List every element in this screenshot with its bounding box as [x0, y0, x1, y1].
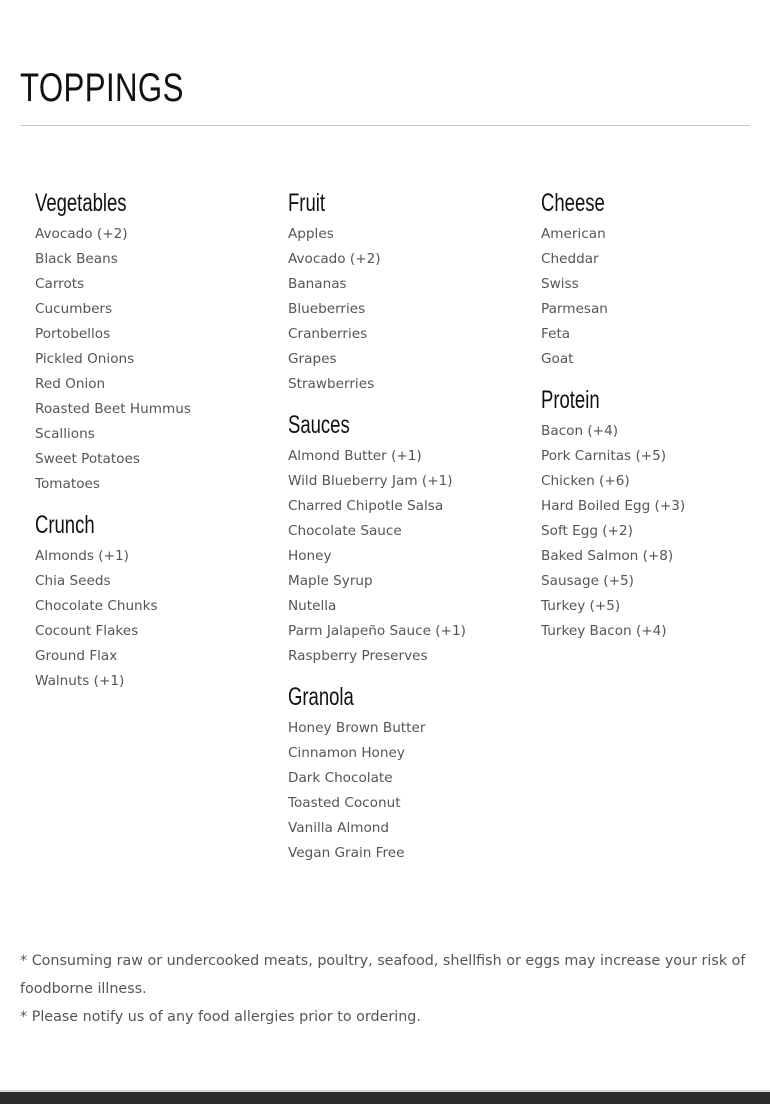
topping-item: Ground Flax: [35, 648, 118, 664]
topping-list: [288, 444, 528, 669]
topping-item: Pork Carnitas (+5): [541, 448, 667, 464]
section-cheese: [541, 186, 770, 372]
topping-item: Cranberries: [288, 326, 368, 342]
topping-item: American: [541, 226, 606, 242]
topping-item: Maple Syrup: [288, 573, 373, 589]
topping-item: Charred Chipotle Salsa: [288, 498, 444, 514]
topping-item: Walnuts (+1): [35, 673, 125, 689]
section-title: Sauces: [288, 411, 350, 439]
topping-item: Bananas: [288, 276, 347, 292]
topping-list: [288, 222, 528, 397]
topping-item: Raspberry Preserves: [288, 648, 428, 664]
section-fruit: [288, 186, 528, 397]
topping-item: Tomatoes: [35, 476, 100, 492]
topping-list: [541, 419, 770, 644]
topping-item: Almond Butter (+1): [288, 448, 422, 464]
topping-item: Nutella: [288, 598, 337, 614]
topping-item: Parm Jalapeño Sauce (+1): [288, 623, 466, 639]
topping-item: Chia Seeds: [35, 573, 111, 589]
topping-item: Goat: [541, 351, 574, 367]
topping-item: Cinnamon Honey: [288, 745, 405, 761]
topping-item: Cucumbers: [35, 301, 113, 317]
topping-item: Cocount Flakes: [35, 623, 139, 639]
topping-item: Vanilla Almond: [288, 820, 390, 836]
menu-column-1: [35, 186, 275, 705]
topping-item: Swiss: [541, 276, 579, 292]
topping-item: Scallions: [35, 426, 95, 442]
footer-bar: [0, 1090, 770, 1104]
topping-item: Bacon (+4): [541, 423, 619, 439]
topping-list: [541, 222, 770, 372]
section-title: Granola: [288, 683, 354, 711]
title-divider: [20, 125, 750, 126]
section-title: Fruit: [288, 189, 325, 217]
section-sauces: [288, 408, 528, 669]
raw-food-warning: * Consuming raw or undercooked meats, poultry, seafood, shellfish or eggs may increase your risk of foodborne illness.: [20, 953, 746, 997]
topping-item: Chicken (+6): [541, 473, 630, 489]
topping-item: Avocado (+2): [288, 251, 381, 267]
topping-item: Toasted Coconut: [288, 795, 401, 811]
topping-item: Chocolate Chunks: [35, 598, 158, 614]
topping-item: Wild Blueberry Jam (+1): [288, 473, 453, 489]
section-title: Cheese: [541, 189, 605, 217]
topping-item: Almonds (+1): [35, 548, 129, 564]
topping-list: [35, 544, 275, 694]
topping-item: Grapes: [288, 351, 337, 367]
topping-list: [35, 222, 275, 497]
topping-item: Sweet Potatoes: [35, 451, 140, 467]
topping-list: [288, 716, 528, 866]
topping-item: Sausage (+5): [541, 573, 634, 589]
topping-item: Parmesan: [541, 301, 608, 317]
menu-column-3: [541, 186, 770, 655]
topping-item: Turkey Bacon (+4): [541, 623, 667, 639]
topping-item: Honey: [288, 548, 332, 564]
page-title: TOPPINGS: [20, 66, 184, 110]
topping-item: Apples: [288, 226, 334, 242]
topping-item: Feta: [541, 326, 571, 342]
allergy-notice: * Please notify us of any food allergies prior to ordering.: [20, 1009, 421, 1025]
section-granola: [288, 680, 528, 866]
topping-item: Black Beans: [35, 251, 118, 267]
topping-item: Honey Brown Butter: [288, 720, 426, 736]
topping-item: Soft Egg (+2): [541, 523, 633, 539]
topping-item: Cheddar: [541, 251, 599, 267]
topping-item: Portobellos: [35, 326, 111, 342]
topping-item: Turkey (+5): [541, 598, 621, 614]
topping-item: Hard Boiled Egg (+3): [541, 498, 686, 514]
topping-item: Roasted Beet Hummus: [35, 401, 191, 417]
topping-item: Chocolate Sauce: [288, 523, 402, 539]
section-title: Crunch: [35, 511, 95, 539]
topping-item: Vegan Grain Free: [288, 845, 405, 861]
section-title: Protein: [541, 386, 600, 414]
topping-item: Dark Chocolate: [288, 770, 393, 786]
section-title: Vegetables: [35, 189, 127, 217]
topping-item: Red Onion: [35, 376, 106, 392]
section-protein: [541, 383, 770, 644]
topping-item: Strawberries: [288, 376, 375, 392]
topping-item: Avocado (+2): [35, 226, 128, 242]
topping-item: Pickled Onions: [35, 351, 135, 367]
topping-item: Blueberries: [288, 301, 366, 317]
section-crunch: [35, 508, 275, 694]
menu-column-2: [288, 186, 528, 877]
topping-item: Baked Salmon (+8): [541, 548, 674, 564]
topping-item: Carrots: [35, 276, 85, 292]
section-vegetables: [35, 186, 275, 497]
disclaimer: [20, 947, 755, 1031]
